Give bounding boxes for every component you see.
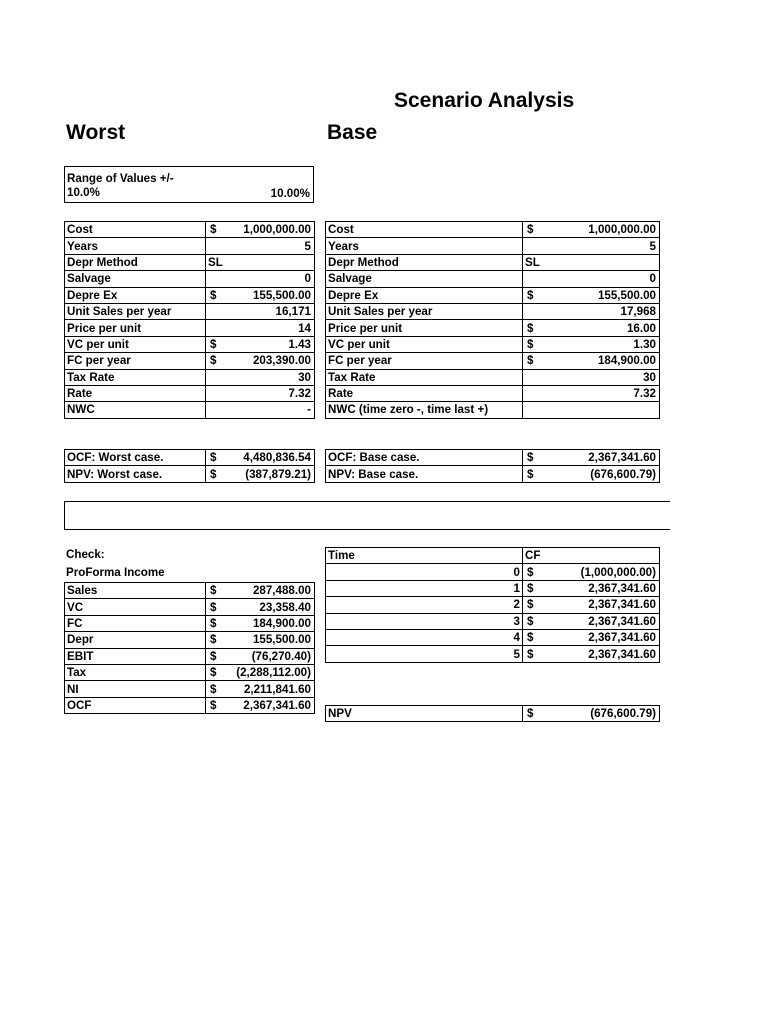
base-input-row-value: 0 bbox=[649, 272, 656, 286]
cashflow-value: 2,367,341.60 bbox=[588, 581, 656, 595]
base-result-row-value-cell[interactable] bbox=[523, 466, 660, 482]
currency-symbol: $ bbox=[527, 581, 534, 595]
cashflow-row bbox=[326, 613, 660, 629]
cashflow-time[interactable]: 1 bbox=[326, 580, 523, 596]
worst-input-row-value: SL bbox=[208, 255, 223, 269]
npv-value-cell[interactable] bbox=[523, 706, 660, 722]
cashflow-time[interactable]: 0 bbox=[326, 564, 523, 580]
worst-input-row bbox=[65, 222, 315, 238]
base-result-row-value-cell[interactable] bbox=[523, 450, 660, 466]
cashflow-row bbox=[326, 564, 660, 580]
cashflow-time[interactable]: 3 bbox=[326, 613, 523, 629]
time-header[interactable]: Time bbox=[326, 548, 523, 564]
base-input-row-label[interactable]: NWC (time zero -, time last +) bbox=[326, 402, 523, 418]
cashflow-value-cell[interactable] bbox=[523, 646, 660, 662]
worst-input-row-label[interactable]: Tax Rate bbox=[65, 369, 206, 385]
proforma-row-label[interactable]: NI bbox=[65, 681, 206, 697]
currency-symbol: $ bbox=[527, 223, 534, 237]
worst-input-row-value: 1,000,000.00 bbox=[243, 223, 311, 237]
worst-input-row-value: 7.32 bbox=[288, 387, 311, 401]
base-input-row-value: 5 bbox=[649, 239, 656, 253]
proforma-label: ProForma Income bbox=[66, 566, 165, 579]
base-input-row-label[interactable]: VC per unit bbox=[326, 336, 523, 352]
proforma-row bbox=[65, 632, 315, 648]
cashflow-value: 2,367,341.60 bbox=[588, 631, 656, 645]
worst-input-row-value-cell[interactable] bbox=[206, 238, 315, 254]
base-input-row bbox=[326, 303, 660, 319]
worst-input-row-value: 1.43 bbox=[288, 337, 311, 351]
npv-label[interactable]: NPV bbox=[326, 706, 523, 722]
worst-input-row-value: 14 bbox=[298, 321, 311, 335]
worst-input-row-value-cell[interactable] bbox=[206, 222, 315, 238]
base-input-row-value-cell[interactable] bbox=[523, 271, 660, 287]
currency-symbol: $ bbox=[210, 666, 217, 680]
base-result-row bbox=[326, 450, 660, 466]
currency-symbol: $ bbox=[527, 288, 534, 302]
worst-input-row-value-cell[interactable] bbox=[206, 369, 315, 385]
cashflow-header-row bbox=[326, 548, 660, 564]
worst-input-row-label[interactable]: Salvage bbox=[65, 271, 206, 287]
worst-input-row-label[interactable]: Unit Sales per year bbox=[65, 303, 206, 319]
base-input-row-label[interactable]: Years bbox=[326, 238, 523, 254]
worst-results-table bbox=[64, 449, 315, 483]
worst-input-row bbox=[65, 287, 315, 303]
base-input-row-value-cell[interactable] bbox=[523, 402, 660, 418]
worst-input-row-label[interactable]: Rate bbox=[65, 385, 206, 401]
worst-input-row-value-cell[interactable] bbox=[206, 320, 315, 336]
base-result-row-value: 2,367,341.60 bbox=[588, 451, 656, 465]
base-heading: Base bbox=[327, 121, 378, 144]
worst-input-row-value: 5 bbox=[304, 239, 311, 253]
base-input-row bbox=[326, 336, 660, 352]
currency-symbol: $ bbox=[527, 707, 534, 721]
worst-input-row-label[interactable]: Cost bbox=[65, 222, 206, 238]
proforma-row-value-cell[interactable] bbox=[206, 697, 315, 713]
currency-symbol: $ bbox=[210, 649, 217, 663]
worst-input-row-value-cell[interactable] bbox=[206, 254, 315, 270]
proforma-row-value-cell[interactable] bbox=[206, 583, 315, 599]
base-input-row bbox=[326, 385, 660, 401]
proforma-row-value: (2,288,112.00) bbox=[236, 666, 311, 680]
worst-result-row-value: 4,480,836.54 bbox=[243, 451, 311, 465]
proforma-row-label[interactable]: FC bbox=[65, 615, 206, 631]
worst-heading: Worst bbox=[66, 121, 126, 144]
base-result-row bbox=[326, 466, 660, 482]
base-inputs-table bbox=[325, 221, 660, 419]
currency-symbol: $ bbox=[527, 337, 534, 351]
base-input-row-label[interactable]: FC per year bbox=[326, 353, 523, 369]
worst-input-row-value-cell[interactable] bbox=[206, 287, 315, 303]
base-input-row-value-cell[interactable] bbox=[523, 353, 660, 369]
worst-input-row bbox=[65, 320, 315, 336]
proforma-row-label[interactable]: Sales bbox=[65, 583, 206, 599]
worst-result-row-value-cell[interactable] bbox=[206, 450, 315, 466]
worst-input-row-label[interactable]: NWC bbox=[65, 402, 206, 418]
base-input-row-value-cell[interactable] bbox=[523, 320, 660, 336]
proforma-row-label[interactable]: EBIT bbox=[65, 648, 206, 664]
base-input-row bbox=[326, 287, 660, 303]
worst-input-row bbox=[65, 369, 315, 385]
worst-input-row-label[interactable]: Price per unit bbox=[65, 320, 206, 336]
base-input-row-value-cell[interactable] bbox=[523, 287, 660, 303]
base-input-row bbox=[326, 369, 660, 385]
worst-input-row bbox=[65, 336, 315, 352]
base-input-row bbox=[326, 271, 660, 287]
currency-symbol: $ bbox=[210, 337, 217, 351]
base-input-row bbox=[326, 254, 660, 270]
proforma-row-value-cell[interactable] bbox=[206, 648, 315, 664]
cashflow-value-cell[interactable] bbox=[523, 613, 660, 629]
proforma-row-label[interactable]: Depr bbox=[65, 632, 206, 648]
proforma-row bbox=[65, 681, 315, 697]
base-input-row-value: SL bbox=[525, 255, 540, 269]
worst-input-row-label[interactable]: VC per unit bbox=[65, 336, 206, 352]
proforma-row bbox=[65, 599, 315, 615]
currency-symbol: $ bbox=[210, 633, 217, 647]
currency-symbol: $ bbox=[527, 614, 534, 628]
proforma-row-value: 184,900.00 bbox=[252, 616, 311, 630]
worst-inputs-table bbox=[64, 221, 315, 419]
currency-symbol: $ bbox=[210, 698, 217, 712]
currency-symbol: $ bbox=[527, 565, 534, 579]
proforma-row-value: (76,270.40) bbox=[251, 649, 311, 663]
base-input-row bbox=[326, 238, 660, 254]
base-input-row-value: 155,500.00 bbox=[597, 288, 656, 302]
cashflow-time[interactable]: 2 bbox=[326, 597, 523, 613]
base-input-row-value: 1,000,000.00 bbox=[588, 223, 656, 237]
proforma-row bbox=[65, 664, 315, 680]
currency-symbol: $ bbox=[210, 616, 217, 630]
base-result-row-label[interactable]: OCF: Base case. bbox=[326, 450, 523, 466]
npv-table bbox=[325, 705, 660, 722]
base-input-row bbox=[326, 320, 660, 336]
worst-input-row-value: 16,171 bbox=[275, 305, 311, 319]
worst-input-row-value-cell[interactable] bbox=[206, 353, 315, 369]
cashflow-value: 2,367,341.60 bbox=[588, 614, 656, 628]
worst-input-row bbox=[65, 402, 315, 418]
proforma-row-value: 155,500.00 bbox=[252, 633, 311, 647]
proforma-row-value: 23,358.40 bbox=[259, 600, 311, 614]
proforma-row-label[interactable]: OCF bbox=[65, 697, 206, 713]
cashflow-value: (1,000,000.00) bbox=[580, 565, 656, 579]
base-input-row-value-cell[interactable] bbox=[523, 369, 660, 385]
cashflow-value: 2,367,341.60 bbox=[588, 647, 656, 661]
worst-input-row-label[interactable]: FC per year bbox=[65, 353, 206, 369]
proforma-row bbox=[65, 583, 315, 599]
worst-input-row bbox=[65, 385, 315, 401]
base-input-row bbox=[326, 222, 660, 238]
worst-input-row-value-cell[interactable] bbox=[206, 385, 315, 401]
cashflow-row bbox=[326, 597, 660, 613]
worst-result-row-value-cell[interactable] bbox=[206, 466, 315, 482]
currency-symbol: $ bbox=[527, 647, 534, 661]
proforma-row-value: 2,211,841.60 bbox=[243, 682, 311, 696]
cashflow-value-cell[interactable] bbox=[523, 564, 660, 580]
base-input-row-label[interactable]: Salvage bbox=[326, 271, 523, 287]
base-input-row-label[interactable]: Unit Sales per year bbox=[326, 303, 523, 319]
cashflow-row bbox=[326, 629, 660, 645]
range-of-values-label: Range of Values +/- 10.0% bbox=[67, 172, 174, 199]
worst-input-row-label[interactable]: Depr Method bbox=[65, 254, 206, 270]
base-input-row-label[interactable]: Rate bbox=[326, 385, 523, 401]
base-result-row-label[interactable]: NPV: Base case. bbox=[326, 466, 523, 482]
worst-input-row bbox=[65, 254, 315, 270]
base-input-row-value: 1.30 bbox=[633, 337, 656, 351]
currency-symbol: $ bbox=[210, 451, 217, 465]
currency-symbol: $ bbox=[210, 600, 217, 614]
proforma-row-label[interactable]: VC bbox=[65, 599, 206, 615]
worst-input-row-value-cell[interactable] bbox=[206, 271, 315, 287]
worst-input-row-value: 0 bbox=[304, 272, 311, 286]
currency-symbol: $ bbox=[527, 451, 534, 465]
worst-result-row bbox=[65, 450, 315, 466]
base-input-row-value-cell[interactable] bbox=[523, 303, 660, 319]
worst-input-row-label[interactable]: Years bbox=[65, 238, 206, 254]
proforma-row bbox=[65, 615, 315, 631]
base-input-row bbox=[326, 402, 660, 418]
base-input-row-value: 16.00 bbox=[626, 321, 656, 335]
base-input-row-label[interactable]: Depre Ex bbox=[326, 287, 523, 303]
worst-result-row-label[interactable]: OCF: Worst case. bbox=[65, 450, 206, 466]
proforma-row-label[interactable]: Tax bbox=[65, 664, 206, 680]
cashflow-time[interactable]: 5 bbox=[326, 646, 523, 662]
base-input-row-value-cell[interactable] bbox=[523, 254, 660, 270]
worst-input-row-value-cell[interactable] bbox=[206, 303, 315, 319]
worst-input-row-value: 30 bbox=[298, 370, 311, 384]
base-results-table bbox=[325, 449, 660, 483]
cashflow-row bbox=[326, 646, 660, 662]
proforma-row bbox=[65, 648, 315, 664]
proforma-row bbox=[65, 697, 315, 713]
base-input-row-value-cell[interactable] bbox=[523, 336, 660, 352]
range-of-values-value: 10.00% bbox=[270, 187, 310, 200]
currency-symbol: $ bbox=[210, 354, 217, 368]
cashflow-row bbox=[326, 580, 660, 596]
page-title: Scenario Analysis bbox=[394, 89, 575, 112]
cashflow-value-cell[interactable] bbox=[523, 629, 660, 645]
blank-divider-cell[interactable] bbox=[64, 501, 670, 530]
base-input-row bbox=[326, 353, 660, 369]
currency-symbol: $ bbox=[210, 288, 217, 302]
proforma-row-value-cell[interactable] bbox=[206, 632, 315, 648]
base-input-row-label[interactable]: Tax Rate bbox=[326, 369, 523, 385]
base-input-row-label[interactable]: Depr Method bbox=[326, 254, 523, 270]
cashflow-value-cell[interactable] bbox=[523, 597, 660, 613]
currency-symbol: $ bbox=[210, 584, 217, 598]
worst-input-row-value: 203,390.00 bbox=[252, 354, 311, 368]
cashflow-time[interactable]: 4 bbox=[326, 629, 523, 645]
base-result-row-value: (676,600.79) bbox=[590, 467, 656, 481]
base-input-row-value: 30 bbox=[643, 370, 656, 384]
npv-value: (676,600.79) bbox=[590, 707, 656, 721]
worst-input-row bbox=[65, 353, 315, 369]
proforma-row-value-cell[interactable] bbox=[206, 615, 315, 631]
currency-symbol: $ bbox=[527, 354, 534, 368]
worst-input-row bbox=[65, 238, 315, 254]
worst-input-row-value-cell[interactable] bbox=[206, 402, 315, 418]
cashflow-value: 2,367,341.60 bbox=[588, 598, 656, 612]
base-input-row-value-cell[interactable] bbox=[523, 222, 660, 238]
worst-input-row-value: - bbox=[307, 403, 311, 417]
currency-symbol: $ bbox=[210, 223, 217, 237]
worst-input-row-label[interactable]: Depre Ex bbox=[65, 287, 206, 303]
currency-symbol: $ bbox=[210, 682, 217, 696]
proforma-row-value: 2,367,341.60 bbox=[243, 698, 311, 712]
base-input-row-value: 7.32 bbox=[633, 387, 656, 401]
base-input-row-value-cell[interactable] bbox=[523, 238, 660, 254]
cashflow-value-cell[interactable] bbox=[523, 580, 660, 596]
worst-input-row-value: 155,500.00 bbox=[252, 288, 311, 302]
currency-symbol: $ bbox=[527, 631, 534, 645]
range-of-values-cell[interactable] bbox=[64, 166, 314, 203]
cashflow-table bbox=[325, 547, 660, 663]
currency-symbol: $ bbox=[210, 467, 217, 481]
currency-symbol: $ bbox=[527, 598, 534, 612]
proforma-row-value-cell[interactable] bbox=[206, 599, 315, 615]
check-label: Check: bbox=[66, 548, 105, 561]
cf-header[interactable]: CF bbox=[523, 548, 660, 564]
currency-symbol: $ bbox=[527, 467, 534, 481]
base-input-row-value: 17,968 bbox=[620, 305, 656, 319]
worst-result-row-label[interactable]: NPV: Worst case. bbox=[65, 466, 206, 482]
base-input-row-label[interactable]: Price per unit bbox=[326, 320, 523, 336]
base-input-row-value-cell[interactable] bbox=[523, 385, 660, 401]
worst-input-row bbox=[65, 303, 315, 319]
proforma-row-value: 287,488.00 bbox=[252, 584, 311, 598]
currency-symbol: $ bbox=[527, 321, 534, 335]
worst-input-row-value-cell[interactable] bbox=[206, 336, 315, 352]
worst-result-row bbox=[65, 466, 315, 482]
proforma-row-value-cell[interactable] bbox=[206, 664, 315, 680]
proforma-row-value-cell[interactable] bbox=[206, 681, 315, 697]
proforma-table bbox=[64, 582, 315, 714]
npv-row bbox=[326, 706, 660, 722]
base-input-row-value: 184,900.00 bbox=[597, 354, 656, 368]
worst-input-row bbox=[65, 271, 315, 287]
base-input-row-label[interactable]: Cost bbox=[326, 222, 523, 238]
worst-result-row-value: (387,879.21) bbox=[245, 467, 311, 481]
